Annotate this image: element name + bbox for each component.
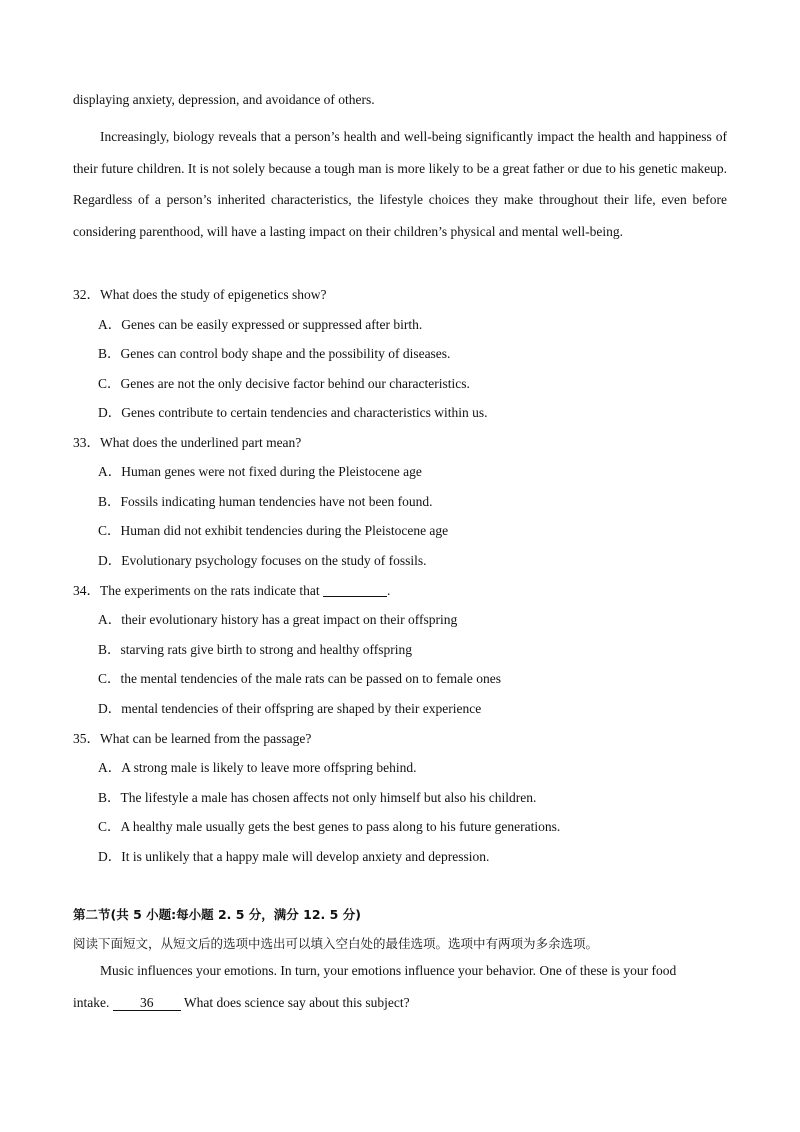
- blank-36: 36: [113, 995, 181, 1011]
- question-32-option-c: C．Genes are not the only decisive factor behind our characteristics.: [98, 376, 470, 391]
- section-2-line-2-end: What does science say about this subject?: [183, 995, 410, 1010]
- section-2-instruction: 阅读下面短文，从短文后的选项中选出可以填入空白处的最佳选项。选项中有两项为多余选项。: [73, 936, 599, 951]
- question-33-option-a: A．Human genes were not fixed during the Pleistocene age: [98, 464, 422, 479]
- question-33-option-c: C．Human did not exhibit tendencies during the Pleistocene age: [98, 523, 449, 538]
- question-34-option-d: D．mental tendencies of their offspring are shaped by their experience: [98, 701, 482, 716]
- answer-blank: [323, 582, 387, 597]
- question-34-stem-text: 34．The experiments on the rats indicate that: [73, 583, 320, 598]
- question-34-option-a: A．their evolutionary history has a great impact on their offspring: [98, 612, 458, 627]
- question-32-option-d: D．Genes contribute to certain tendencies and characteristics within us.: [98, 405, 488, 420]
- question-34-stem-end: .: [387, 583, 391, 598]
- question-33-option-d: D．Evolutionary psychology focuses on the study of fossils.: [98, 553, 427, 568]
- question-35-option-c: C．A healthy male usually gets the best genes to pass along to his future generations.: [98, 819, 561, 834]
- question-32-option-b: B．Genes can control body shape and the possibility of diseases.: [98, 346, 451, 361]
- question-32-stem: 32．What does the study of epigenetics show?: [73, 287, 327, 302]
- section-2-heading: 第二节(共 5 小题:每小题 2. 5 分，满分 12. 5 分): [73, 907, 361, 922]
- question-33-option-b: B．Fossils indicating human tendencies have not been found.: [98, 494, 433, 509]
- section-2-paragraph-line-1: Music influences your emotions. In turn, your emotions influence your behavior. One of these is your food: [100, 963, 677, 978]
- passage-paragraph: Increasingly, biology reveals that a person’s health and well-being significantly impact the health and happiness of their future children. It is not solely because a tough man is more likely to be a great father or due to his genetic makeup. Regardless of a person’s inherited characteristics, the lifestyle choices they make throughout their life, even before considering parenthood, will have a lasting impact on their children’s physical and mental well-being.: [73, 129, 727, 239]
- question-33-stem: 33．What does the underlined part mean?: [73, 435, 302, 450]
- question-35-option-a: A．A strong male is likely to leave more offspring behind.: [98, 760, 417, 775]
- section-2-paragraph-line-2: [73, 995, 410, 1011]
- question-35-stem: 35．What can be learned from the passage?: [73, 731, 312, 746]
- question-34-stem: [73, 579, 390, 599]
- question-32-option-a: A．Genes can be easily expressed or suppressed after birth.: [98, 317, 423, 332]
- passage-tail-line: displaying anxiety, depression, and avoidance of others.: [73, 92, 375, 107]
- question-35-option-b: B．The lifestyle a male has chosen affects not only himself but also his children.: [98, 790, 537, 805]
- question-34-option-c: C．the mental tendencies of the male rats can be passed on to female ones: [98, 671, 501, 686]
- section-2-line-2-start: intake.: [73, 995, 110, 1010]
- question-34-option-b: B．starving rats give birth to strong and healthy offspring: [98, 642, 412, 657]
- question-35-option-d: D．It is unlikely that a happy male will develop anxiety and depression.: [98, 849, 490, 864]
